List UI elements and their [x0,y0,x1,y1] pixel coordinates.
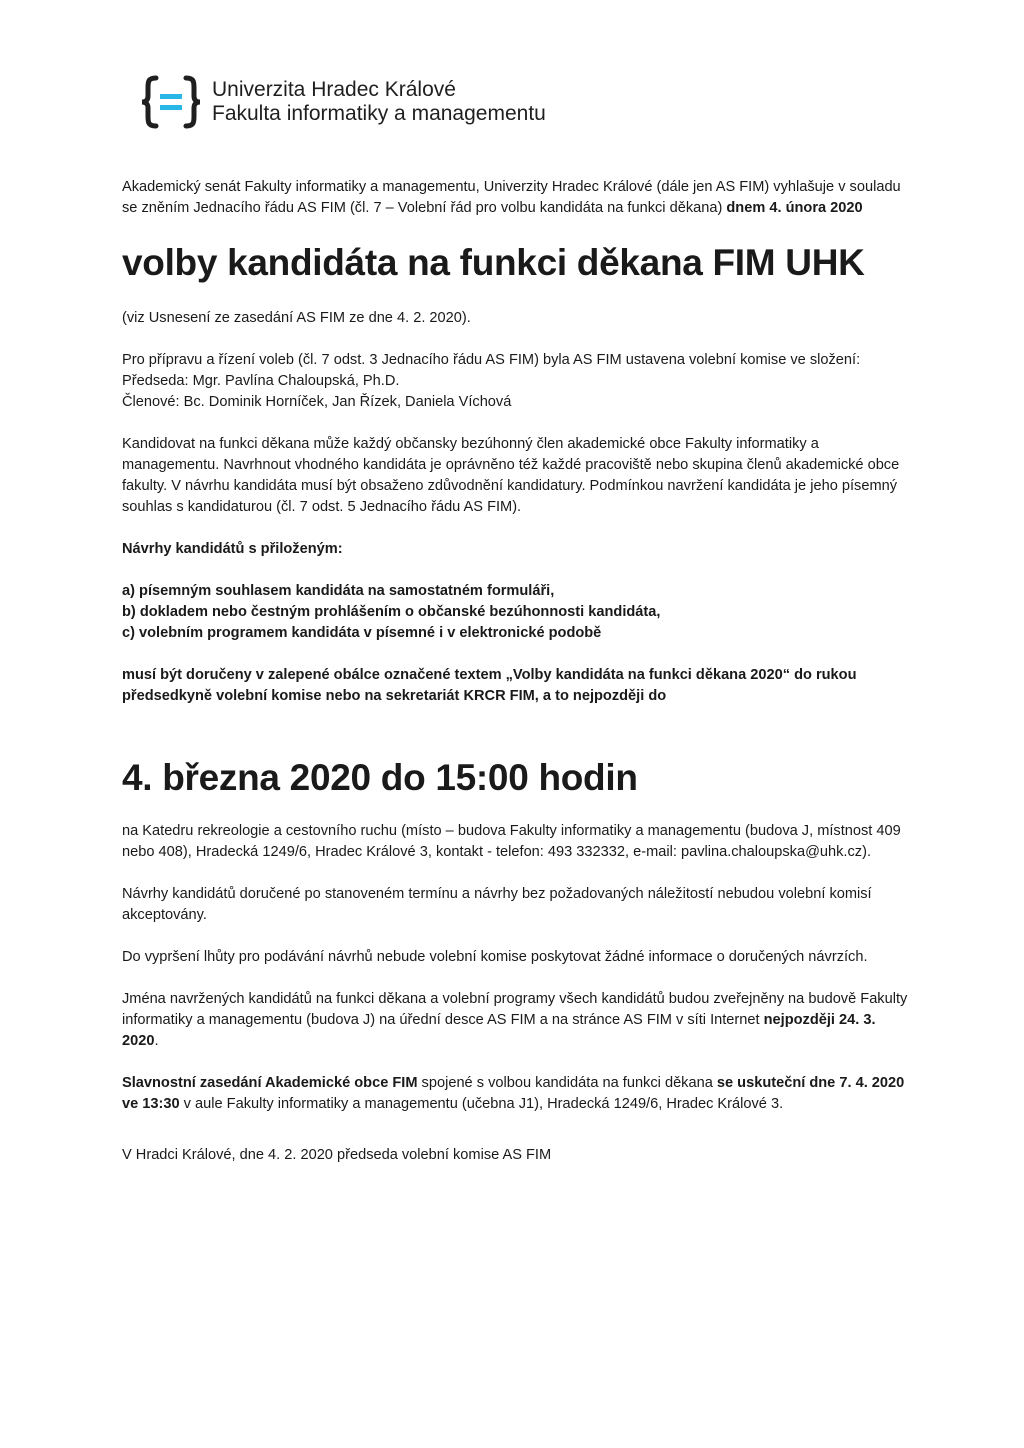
university-logo [140,74,546,130]
commission-intro: Pro přípravu a řízení voleb (čl. 7 odst. 3 Jednacího řádu AS FIM) byla AS FIM ustavena volební komise ve složení: [122,352,861,368]
signature-line: V Hradci Králové, dne 4. 2. 2020 předseda volební komise AS FIM [122,1147,552,1163]
delivery-paragraph: musí být doručeny v zalepené obálce označené textem „Volby kandidáta na funkci děkana 2020“ do rukou předsedkyně volební komise nebo na sekretariát KRCR FIM, a to nejpozději do [122,667,857,704]
ceremony-date: se uskuteční dne 7. 4. 2020 ve 13:30 [122,1075,905,1112]
list-item: b) dokladem nebo čestným prohlášením o občanské bezúhonnosti kandidáta, [122,604,661,620]
late-submission-note: Návrhy kandidátů doručené po stanoveném termínu a návrhy bez požadovaných náležitostí nebudou volební komisí akceptovány. [122,886,872,923]
no-info-note: Do vypršení lhůty pro podávání návrhů nebude volební komise poskytovat žádné informace o doručených návrzích. [122,949,868,965]
publication-paragraph: Jména navržených kandidátů na funkci děkana a volební programy všech kandidátů budou zveřejněny na budově Fakulty informatiky a managementu (budova J) na úřední desce AS FIM a na stránce AS FIM v síti Internet nejpozději 24. 3. 2020. [122,991,908,1049]
page-title: volby kandidáta na funkci děkana FIM UHK [122,242,865,283]
intro-paragraph: Akademický senát Fakulty informatiky a managementu, Univerzity Hradec Králové (dále jen AS FIM) vyhlašuje v souladu se zněním Jednacího řádu AS FIM (čl. 7 – Volební řád pro volbu kandidáta na funkci děkana) dnem 4. února 2020 [122,179,901,216]
braces-equals-logo-icon [140,74,202,130]
location-paragraph: na Katedru rekreologie a cestovního ruchu (místo – budova Fakulty informatiky a managementu (budova J, místnost 409 nebo 408), Hradecká 1249/6, Hradec Králové 3, kontakt - telefon: 493 332332, e-mail: pavlina.chaloupska@uhk.cz). [122,823,901,860]
publication-date: nejpozději 24. 3. 2020 [122,1012,876,1049]
eligibility-paragraph: Kandidovat na funkci děkana může každý občansky bezúhonný člen akademické obce Fakulty informatiky a managementu. Navrhnout vhodného kandidáta je oprávněno též každé pracoviště nebo skupina členů akademické obce fakulty. V návrhu kandidáta musí být obsaženo zdůvodnění kandidatury. Podmínkou navržení kandidáta je jeho písemný souhlas s kandidaturou (čl. 7 odst. 5 Jednacího řádu AS FIM). [122,436,900,515]
list-item: c) volebním programem kandidáta v písemné i v elektronické podobě [122,625,602,641]
document-body [122,177,912,1166]
intro-date: dnem 4. února 2020 [726,200,863,216]
proposals-list [122,581,912,644]
commission-members: Členové: Bc. Dominik Horníček, Jan Řízek, Daniela Víchová [122,394,512,410]
deadline-heading: 4. března 2020 do 15:00 hodin [122,757,638,798]
resolution-note: (viz Usnesení ze zasedání AS FIM ze dne 4. 2. 2020). [122,310,471,326]
commission-chair: Předseda: Mgr. Pavlína Chaloupská, Ph.D. [122,373,400,389]
logo-faculty-name: Fakulta informatiky a managementu [212,102,546,125]
list-item: a) písemným souhlasem kandidáta na samostatném formuláři, [122,583,555,599]
proposals-heading: Návrhy kandidátů s přiloženým: [122,541,343,557]
ceremony-paragraph: Slavnostní zasedání Akademické obce FIM spojené s volbou kandidáta na funkci děkana se uskuteční dne 7. 4. 2020 ve 13:30 v aule Fakulty informatiky a managementu (učebna J1), Hradecká 1249/6, Hradec Králové 3. [122,1075,905,1112]
logo-university-name: Univerzita Hradec Králové [212,78,456,101]
